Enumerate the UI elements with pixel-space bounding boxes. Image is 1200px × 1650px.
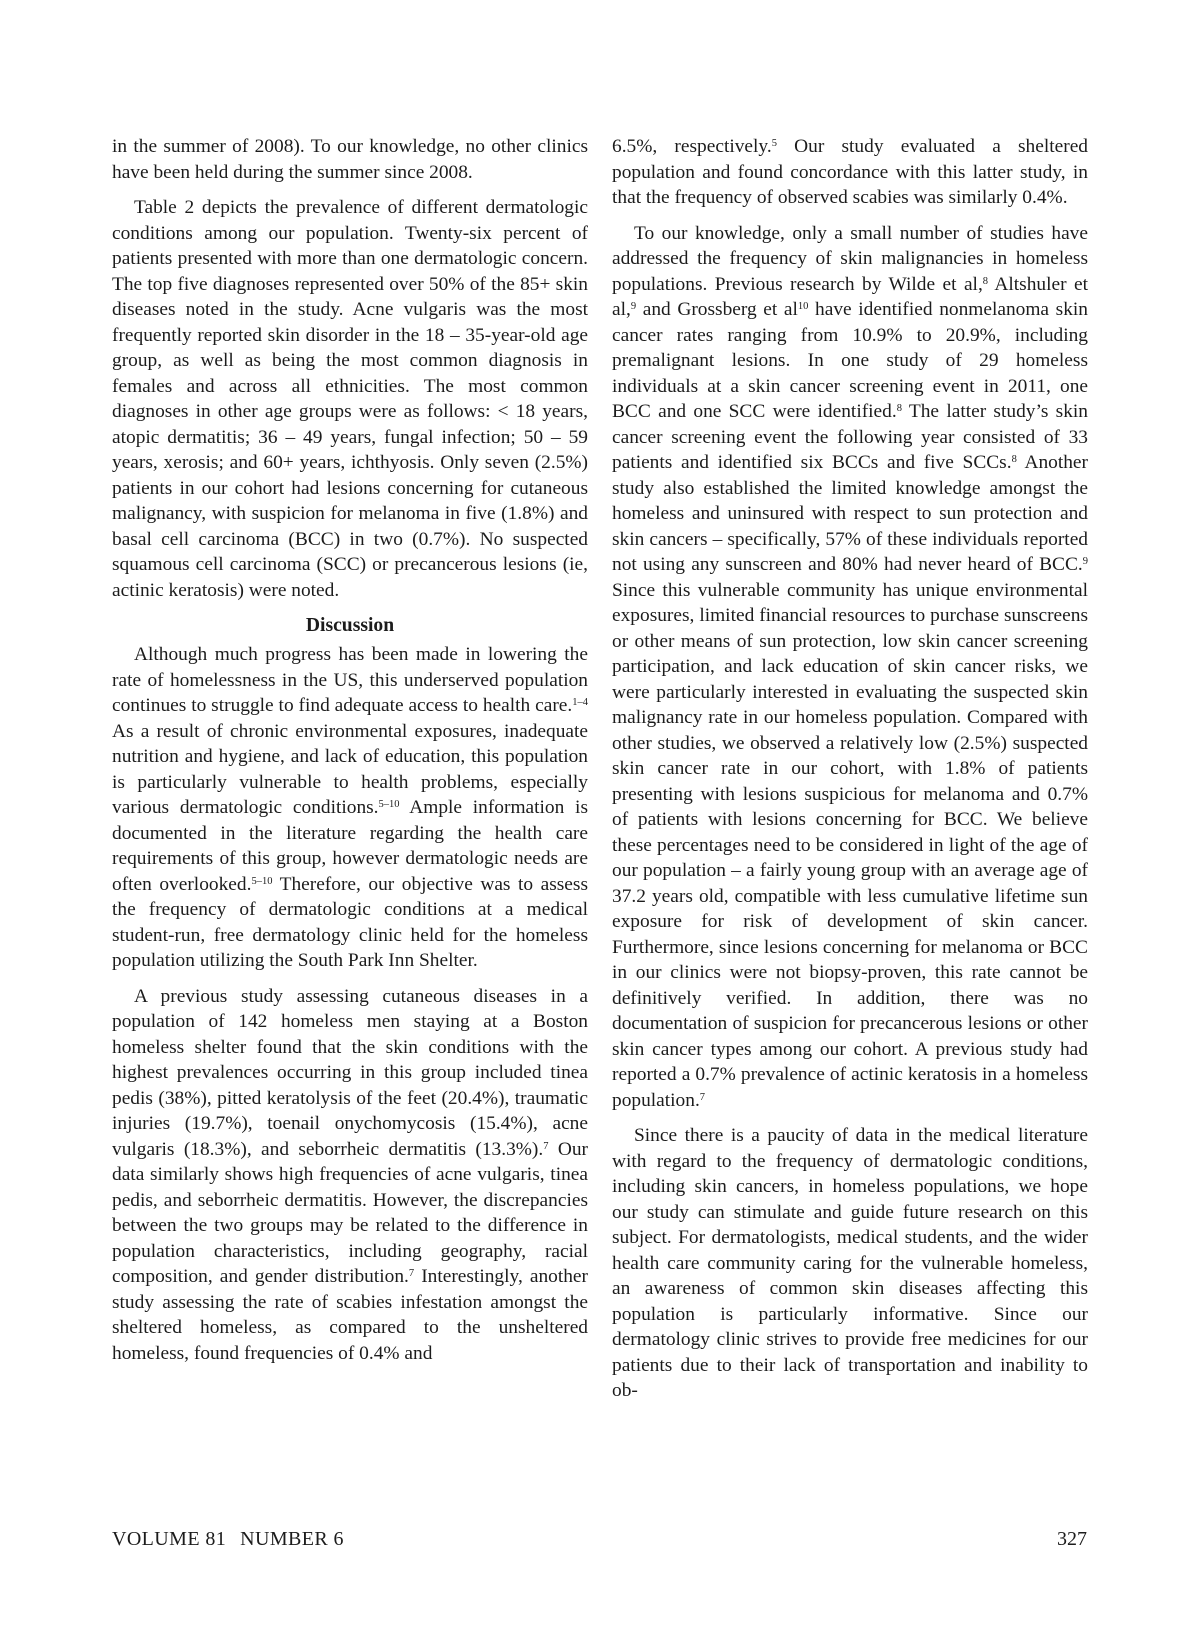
paragraph-text: Interestingly, another study assessing the rate of scabies infestation amongst the sheltered homeless, as compared to the unsheltered homeless, found frequencies of 0.4% and	[112, 1266, 588, 1364]
paragraph-text: and Grossberg et al	[636, 299, 798, 320]
paragraph-text: Our data similarly shows high frequencies of acne vulgaris, tinea pedis, and seborrheic dermatitis. However, the discrepancies between the two groups may be related to the difference in population characteristics, including geography, racial composition, and gender distribution.	[112, 1138, 588, 1287]
paragraph	[112, 984, 588, 1367]
citation-ref: 8	[1011, 454, 1017, 466]
citation-ref: 8	[982, 275, 989, 287]
citation-ref: 1–4	[572, 697, 588, 709]
issue-number-label: NUMBER 6	[240, 1528, 344, 1550]
paragraph: in the summer of 2008). To our knowledge, no other clinics have been held during the summer since 2008.	[112, 136, 588, 183]
citation-ref: 5–10	[251, 875, 273, 887]
volume-label: VOLUME 81	[112, 1528, 227, 1550]
left-column	[112, 134, 588, 1366]
paragraph	[612, 134, 1088, 211]
paragraph-text: To our knowledge, only a small number of studies have addressed the frequency of skin malignancies in homeless populations. Previous research by Wilde et al,	[612, 222, 1088, 295]
paragraph-text: Ample information is documented in the literature regarding the health care requirements of this group, however dermatologic needs are often overlooked.	[112, 797, 588, 895]
paragraph-text: As a result of chronic environmental exposures, inadequate nutrition and hygiene, and lack of education, this population is particularly vulnerable to health problems, especially various dermatologic conditions.	[112, 720, 588, 818]
paragraph: Since there is a paucity of data in the medical literature with regard to the frequency of dermatologic conditions, including skin cancers, in homeless populations, we hope our study can stimulate and guide future research on this subject. For dermatologists, medical students, and the wider health care community caring for the vulnerable homeless, an awareness of common skin diseases affecting this population is particularly informative. Since our dermatology clinic strives to provide free medicines for our patients due to their lack of transportation and inability to ob-	[612, 1125, 1088, 1401]
paragraph-text: Although much progress has been made in lowering the rate of homelessness in the US, this underserved population continues to struggle to find adequate access to health care.	[112, 644, 588, 716]
citation-ref: 5	[771, 138, 777, 150]
paragraph-text: A previous study assessing cutaneous diseases in a population of 142 homeless men staying at a Boston homeless shelter found that the skin conditions with the highest prevalences occurring in this group included tinea pedis (38%), pitted keratolysis of the feet (20.4%), traumatic injuries (19.7%), toenail onychomycosis (15.4%), acne vulgaris (18.3%), and seborrheic dermatitis (13.3%).	[112, 985, 588, 1160]
citation-ref: 10	[797, 301, 809, 313]
paragraph-text: have identified nonmelanoma skin cancer rates ranging from 10.9% to 20.9%, including premalignant lesions. In one study of 29 homeless individuals at a skin cancer screening event in 2011, one BCC and one SCC were identified.	[612, 299, 1088, 422]
section-heading-discussion: Discussion	[305, 615, 395, 636]
paragraph-text: Therefore, our objective was to assess the frequency of dermatologic conditions at a medical student-run, free dermatology clinic held for the homeless population utilizing the South Park Inn Shelter.	[112, 873, 588, 971]
journal-issue-footer	[112, 1528, 344, 1551]
citation-ref: 7	[699, 1091, 706, 1103]
citation-ref: 8	[896, 403, 902, 415]
paragraph-text: Altshuler et al,	[612, 273, 1088, 320]
paragraph-text: Our study evaluated a sheltered population and found concordance with this latter study, in that the frequency of observed scabies was similarly 0.4%.	[612, 136, 1088, 208]
citation-ref: 7	[408, 1268, 415, 1280]
paragraph	[612, 221, 1088, 1114]
paragraph-text: Another study also established the limited knowledge amongst the homeless and uninsured with respect to sun protection and skin cancers – specifically, 57% of these individuals reported not using any sunscreen and 80% had never heard of BCC.	[612, 452, 1088, 575]
citation-ref: 9	[1082, 556, 1088, 568]
paragraph-text: 6.5%, respectively.	[612, 136, 772, 157]
paragraph-text: Since this vulnerable community has unique environmental exposures, limited financial resources to purchase sunscreens or other means of sun protection, low skin cancer screening participation, and lack education of skin cancer risks, we were particularly interested in evaluating the suspected skin malignancy rate in our homeless population. Compared with other studies, we observed a relatively low (2.5%) suspected skin cancer rate in our cohort, with 1.8% of patients presenting with lesions suspicious for melanoma and 0.7% of patients with lesions concerning for BCC. We believe these percentages need to be considered in light of the age of our population – a fairly young group with an average age of 37.2 years old, compatible with less cumulative lifetime sun exposure for risk of development of skin cancer. Furthermore, since lesions concerning for melanoma or BCC in our clinics were not biopsy-proven, this rate cannot be definitively verified. In addition, there was no documentation of suspicion for precancerous lesions or other skin cancer types among our cohort. A previous study had reported a 0.7% prevalence of actinic keratosis in a homeless population.	[612, 579, 1088, 1111]
paragraph	[112, 642, 588, 974]
paragraph-text: The latter study’s skin cancer screening event the following year consisted of 33 patients and identified six BCCs and five SCCs.	[612, 401, 1088, 473]
citation-ref: 9	[630, 301, 637, 313]
right-column	[612, 134, 1088, 1404]
paragraph: Table 2 depicts the prevalence of different dermatologic conditions among our population. Twenty-six percent of patients presented with more than one dermatologic concern. The top five diagnoses represented over 50% of the 85+ skin diseases noted in the study. Acne vulgaris was the most frequently reported skin disorder in the 18 – 35-year-old age group, as well as being the most common diagnosis in females and across all ethnicities. The most common diagnoses in other age groups were as follows: < 18 years, atopic dermatitis; 36 – 49 years, fungal infection; 50 – 59 years, xerosis; and 60+ years, ichthyosis. Only seven (2.5%) patients in our cohort had lesions concerning for cutaneous malignancy, with suspicion for melanoma in five (1.8%) and basal cell carcinoma (BCC) in two (0.7%). No suspected squamous cell carcinoma (SCC) or precancerous lesions (ie, actinic keratosis) were noted.	[112, 197, 588, 601]
page-number: 327	[1057, 1528, 1087, 1550]
citation-ref: 7	[543, 1140, 549, 1152]
citation-ref: 5–10	[378, 799, 400, 811]
